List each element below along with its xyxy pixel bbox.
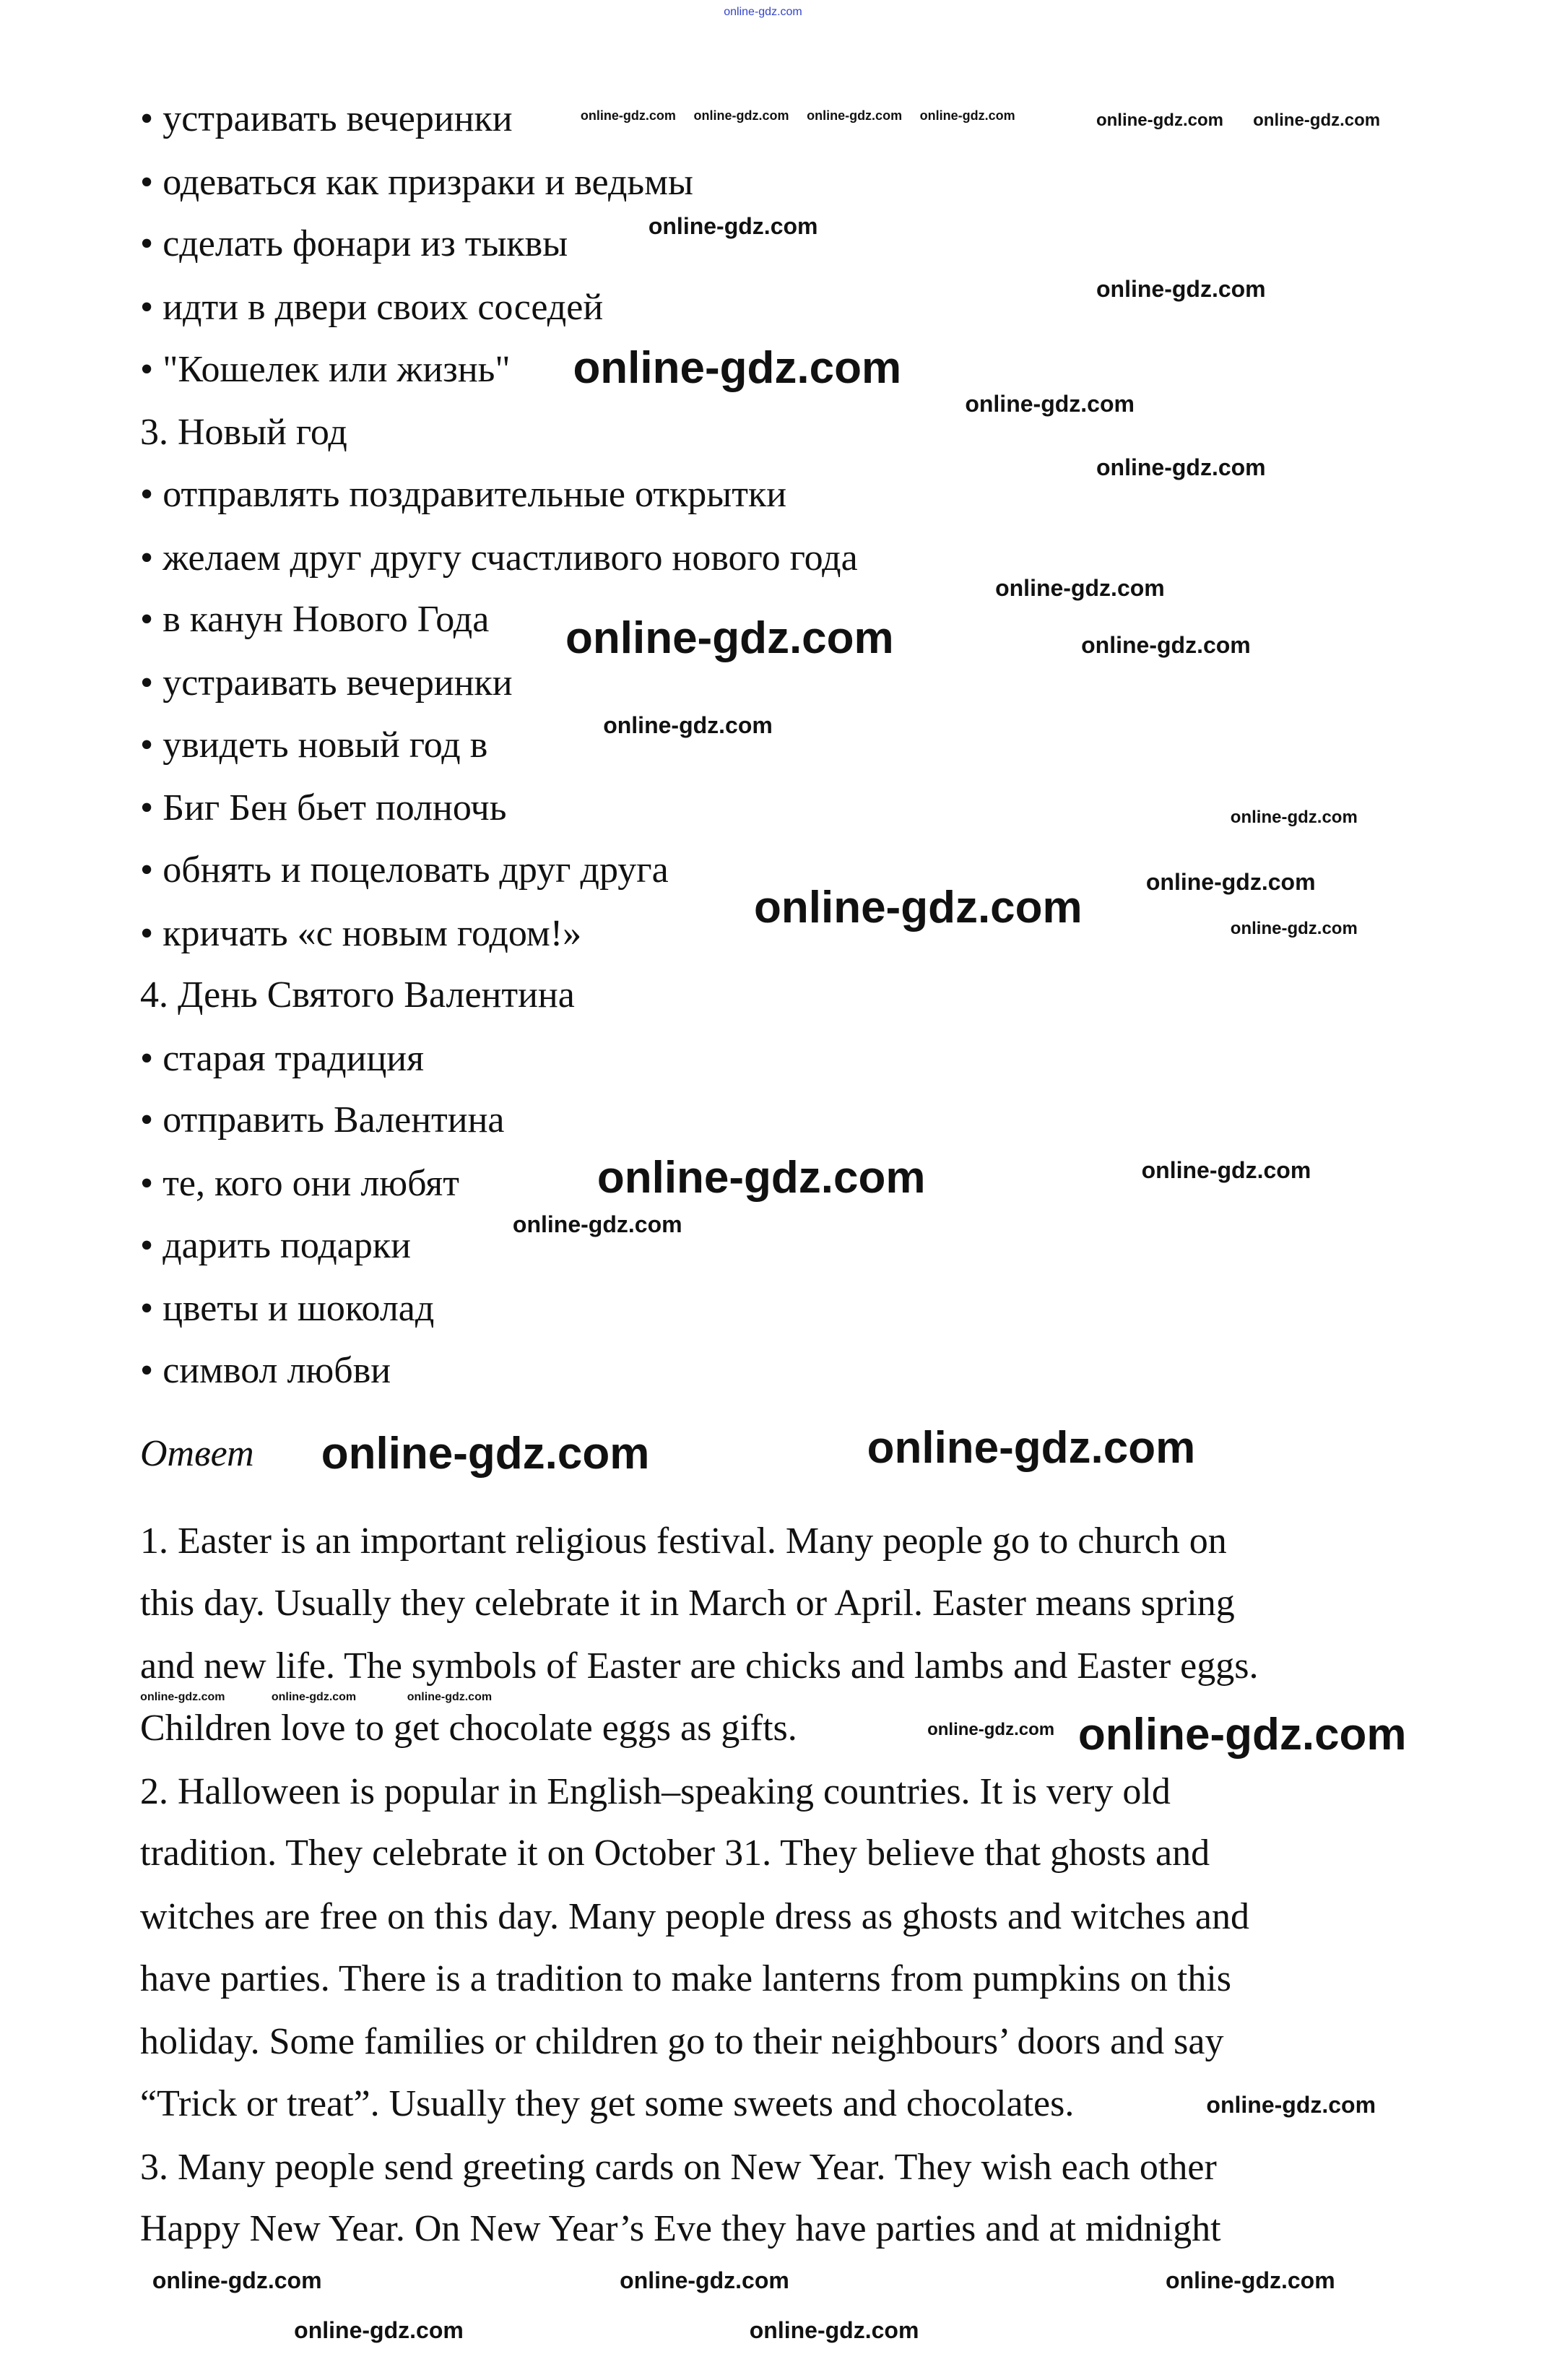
watermark: online-gdz.com <box>1145 869 1316 896</box>
list-item: • устраивать вечеринки <box>140 98 513 140</box>
answer-line: Happy New Year. On New Year’s Eve they have parties and at midnight <box>140 2208 1221 2250</box>
watermark: online-gdz.com <box>965 391 1135 417</box>
answer-line: have parties. There is a tradition to make lanterns from pumpkins on this <box>140 1957 1232 1999</box>
watermark: online-gdz.com <box>321 1429 650 1479</box>
list-item: • те, кого они любят <box>140 1163 459 1205</box>
watermark: online-gdz.com <box>597 1153 926 1203</box>
watermark: online-gdz.com <box>1230 919 1358 939</box>
list-item: • идти в двери своих соседей <box>140 287 604 329</box>
watermark: online-gdz.com <box>1230 807 1358 827</box>
list-item: • в канун Нового Года <box>140 599 490 641</box>
list-item: • дарить подарки <box>140 1224 411 1266</box>
watermark: online-gdz.com <box>620 2267 789 2293</box>
watermark: online-gdz.com <box>1141 1156 1311 1183</box>
watermark: online-gdz.com <box>1077 1709 1407 1760</box>
watermark: online-gdz.com <box>407 1690 493 1703</box>
list-item: • "Кошелек или жизнь" <box>140 348 511 390</box>
list-item: • старая традиция <box>140 1037 425 1079</box>
watermark: online-gdz.com <box>1096 454 1266 480</box>
list-item: • цветы и шоколад <box>140 1288 435 1330</box>
list-item: • отправлять поздравительные открытки <box>140 473 787 515</box>
watermark: online-gdz.com <box>1081 632 1251 659</box>
list-item: • увидеть новый год в <box>140 724 488 766</box>
watermark: online-gdz.com <box>603 711 773 738</box>
watermark: online-gdz.com <box>927 1720 1055 1740</box>
watermark: online-gdz.com <box>294 2316 464 2343</box>
list-item: • желаем друг другу счастливого нового года <box>140 537 858 579</box>
watermark: online-gdz.com <box>919 108 1015 124</box>
list-item: • Биг Бен бьет полночь <box>140 787 507 829</box>
watermark: online-gdz.com <box>724 5 802 18</box>
list-item: 3. Новый год <box>140 412 347 454</box>
list-item: • одеваться как призраки и ведьмы <box>140 161 693 203</box>
watermark: online-gdz.com <box>867 1422 1196 1473</box>
list-item: • обнять и поцеловать друг друга <box>140 849 669 891</box>
list-item: • кричать «с новым годом!» <box>140 912 582 954</box>
list-item: • символ любви <box>140 1350 391 1392</box>
watermark: online-gdz.com <box>648 212 818 239</box>
watermark: online-gdz.com <box>565 613 894 663</box>
watermark: online-gdz.com <box>749 2316 919 2343</box>
watermark: online-gdz.com <box>1206 2092 1376 2119</box>
answer-line: witches are free on this day. Many people dress as ghosts and witches and <box>140 1895 1249 1937</box>
watermark: online-gdz.com <box>807 108 903 124</box>
answer-label: Ответ <box>140 1432 254 1474</box>
answer-line: tradition. They celebrate it on October 31. They believe that ghosts and <box>140 1832 1210 1874</box>
answer-line: and new life. The symbols of Easter are chicks and lambs and Easter eggs. <box>140 1645 1259 1687</box>
watermark: online-gdz.com <box>1096 276 1266 303</box>
list-item: • отправить Валентина <box>140 1099 505 1141</box>
list-item: • сделать фонари из тыквы <box>140 223 568 265</box>
watermark: online-gdz.com <box>1253 111 1381 131</box>
answer-line: 2. Halloween is popular in English–speaking countries. It is very old <box>140 1770 1171 1812</box>
watermark: online-gdz.com <box>152 2267 322 2293</box>
answer-line: 1. Easter is an important religious festival. Many people go to church on <box>140 1520 1227 1562</box>
watermark: online-gdz.com <box>1166 2267 1335 2293</box>
watermark: online-gdz.com <box>995 574 1165 601</box>
answer-line: holiday. Some families or children go to their neighbours’ doors and say <box>140 2021 1224 2063</box>
answer-line: this day. Usually they celebrate it in March or April. Easter means spring <box>140 1582 1235 1624</box>
watermark: online-gdz.com <box>693 108 789 124</box>
watermark: online-gdz.com <box>1096 111 1223 131</box>
watermark: online-gdz.com <box>754 883 1083 933</box>
answer-line: Children love to get chocolate eggs as gifts. <box>140 1707 797 1749</box>
watermark: online-gdz.com <box>140 1690 225 1703</box>
watermark: online-gdz.com <box>573 342 902 393</box>
answer-line: 3. Many people send greeting cards on New Year. They wish each other <box>140 2146 1217 2188</box>
watermark: online-gdz.com <box>512 1211 682 1238</box>
watermark: online-gdz.com <box>271 1690 357 1703</box>
list-item: • устраивать вечеринки <box>140 662 513 704</box>
list-item: 4. День Святого Валентина <box>140 974 575 1016</box>
answer-line: “Trick or treat”. Usually they get some sweets and chocolates. <box>140 2082 1075 2124</box>
watermark: online-gdz.com <box>580 108 676 124</box>
